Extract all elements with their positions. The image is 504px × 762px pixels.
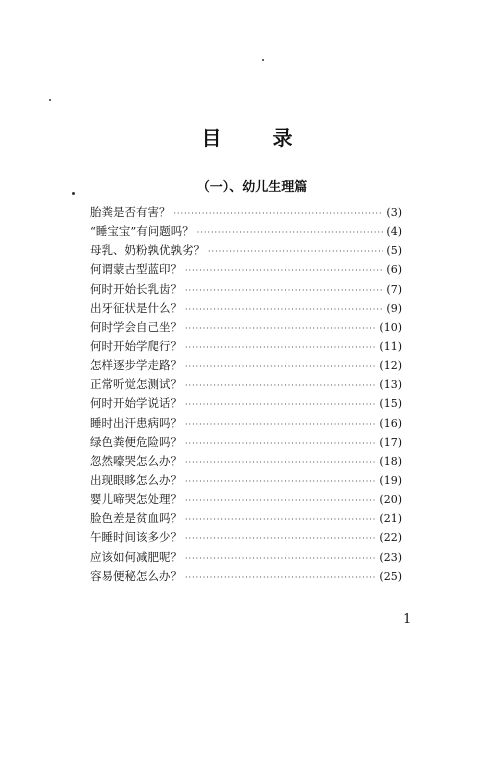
- toc-entry[interactable]: [90, 433, 402, 452]
- toc-entry-title: 胎粪是否有害？: [90, 205, 171, 219]
- toc-entry-title: 容易便秘怎么办？: [90, 568, 182, 583]
- toc-entry[interactable]: [90, 337, 402, 356]
- dot-leader: [185, 510, 376, 529]
- toc-entry-title: 何时开始长乳齿？: [90, 281, 182, 296]
- toc-entry-title: 何时开始学说话？: [90, 396, 182, 411]
- toc-entry-page: (23): [379, 550, 402, 564]
- dot-leader: [185, 434, 376, 453]
- toc-entry-title: 脸色差是贫血吗？: [90, 511, 182, 526]
- toc-entry[interactable]: [90, 318, 402, 337]
- toc-entry[interactable]: [90, 452, 402, 471]
- toc-entry-title: 怎样逐步学走路？: [90, 358, 182, 373]
- toc-entry-title: 婴儿啼哭怎处理？: [90, 492, 182, 507]
- toc-entry-page: (17): [379, 435, 402, 449]
- toc-entry[interactable]: [90, 241, 402, 260]
- toc-entry[interactable]: [90, 528, 402, 547]
- toc-entry-page: (3): [386, 206, 402, 219]
- toc-entry-title: 应该如何减肥呢？: [90, 549, 182, 564]
- dot-leader: [185, 300, 383, 319]
- dot-leader: [185, 568, 376, 587]
- toc-entry-title: “睡宝宝”有问题吗？: [90, 224, 194, 239]
- toc-entry-page: (6): [386, 263, 402, 277]
- toc-entry-page: (5): [386, 244, 402, 258]
- dot-leader: [185, 415, 376, 434]
- toc-entry-page: (21): [379, 512, 402, 526]
- toc-entry-title: 何谓蒙古型蓝印？: [90, 262, 182, 277]
- dot-leader: [174, 204, 384, 223]
- dot-leader: [185, 319, 376, 338]
- dot-leader: [185, 472, 376, 491]
- toc-entry-page: (16): [379, 416, 402, 430]
- toc-entry-title: 忽然嚎哭怎么办？: [90, 453, 182, 468]
- toc-entry-title: 正常听觉怎测试？: [90, 377, 182, 392]
- toc-entry-title: 母乳、奶粉孰优孰劣？: [90, 243, 205, 258]
- toc-entry-title: 何时开始学爬行？: [90, 338, 182, 353]
- toc-entry-page: (10): [379, 320, 402, 334]
- toc-entry-title: 出现眼眵怎么办？: [90, 472, 182, 487]
- toc-entry[interactable]: [90, 222, 402, 241]
- dot-leader: [185, 376, 376, 395]
- page-title: 目 录: [201, 126, 315, 150]
- scan-speck: [49, 99, 51, 101]
- toc-entry[interactable]: [90, 471, 402, 490]
- toc-entry-title: 出牙征状是什么？: [90, 300, 182, 315]
- dot-leader: [185, 338, 376, 357]
- toc-entry[interactable]: [90, 548, 402, 567]
- toc-entry-page: (20): [379, 493, 402, 507]
- toc-entry-title: 午睡时间该多少？: [90, 530, 182, 545]
- toc-entry[interactable]: [90, 356, 402, 375]
- section-heading: （一）、幼儿生理篇: [196, 180, 308, 195]
- toc-entry[interactable]: [90, 567, 402, 586]
- scan-speck: [262, 59, 264, 61]
- toc-entry-page: (18): [379, 454, 402, 468]
- dot-leader: [185, 491, 376, 510]
- toc-entry-page: (11): [379, 339, 402, 353]
- toc-entry-title: 绿色粪便危险吗？: [90, 434, 182, 449]
- toc-entry[interactable]: [90, 203, 402, 222]
- dot-leader: [185, 395, 376, 414]
- toc-entry[interactable]: [90, 490, 402, 509]
- toc-entry-page: (25): [379, 569, 402, 583]
- dot-leader: [185, 453, 376, 472]
- dot-leader: [185, 529, 376, 548]
- toc-entry-page: (4): [386, 225, 402, 239]
- toc-entry-page: (15): [379, 397, 402, 411]
- toc-entry-title: 何时学会自己坐？: [90, 319, 182, 334]
- toc-entry[interactable]: [90, 375, 402, 394]
- toc-entry-title: 睡时出汗患病吗？: [90, 415, 182, 430]
- dot-leader: [185, 261, 383, 280]
- toc-entry-page: (19): [379, 473, 402, 487]
- toc-entry-page: (22): [379, 531, 402, 545]
- toc-entry-page: (13): [379, 378, 402, 392]
- dot-leader: [185, 281, 383, 300]
- toc-entry[interactable]: [90, 509, 402, 528]
- dot-leader: [197, 223, 384, 242]
- toc-entry-page: (12): [379, 359, 402, 373]
- dot-leader: [185, 357, 376, 376]
- page-number: 1: [403, 612, 412, 627]
- dot-leader: [185, 549, 376, 568]
- toc-entry[interactable]: [90, 414, 402, 433]
- toc-entry[interactable]: [90, 280, 402, 299]
- table-of-contents: [90, 203, 402, 586]
- toc-entry-page: (7): [386, 282, 402, 296]
- toc-entry[interactable]: [90, 260, 402, 279]
- toc-entry-page: (9): [386, 301, 402, 315]
- dot-leader: [208, 242, 383, 261]
- toc-entry[interactable]: [90, 394, 402, 413]
- toc-entry[interactable]: [90, 299, 402, 318]
